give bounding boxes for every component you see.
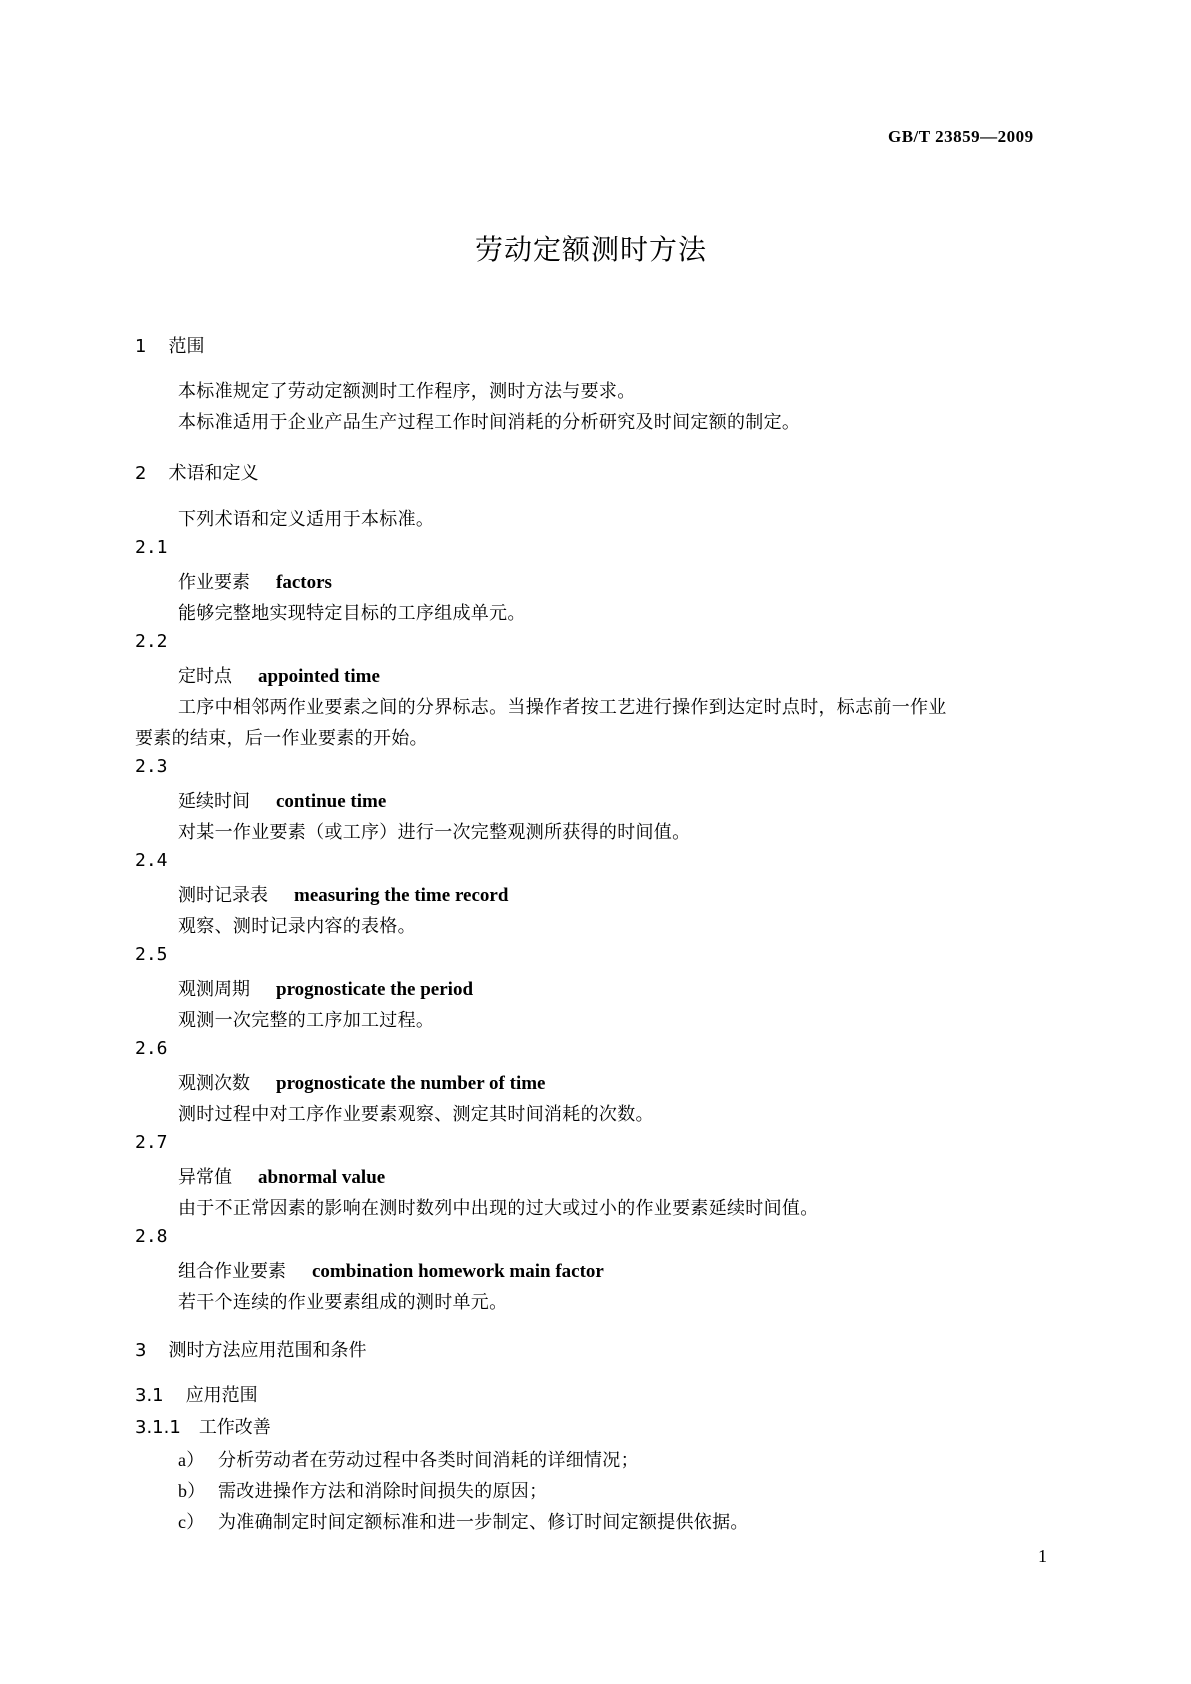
list-item-text: 为准确制定时间定额标准和进一步制定、修订时间定额提供依据。 xyxy=(218,1512,749,1533)
term-zh: 异常值 xyxy=(178,1167,232,1188)
term-en: prognosticate the period xyxy=(276,979,474,1000)
term-zh: 定时点 xyxy=(178,666,232,687)
section-number: 1 xyxy=(135,336,147,357)
list-marker: b） xyxy=(178,1481,206,1501)
section-title: 术语和定义 xyxy=(168,463,259,484)
subsection-3-1-heading xyxy=(135,1381,258,1407)
clause-number: 2.1 xyxy=(135,537,168,558)
section-number: 3 xyxy=(135,1340,147,1361)
paragraph: 本标准适用于企业产品生产过程工作时间消耗的分析研究及时间定额的制定。 xyxy=(178,412,801,433)
list-item xyxy=(178,1508,749,1534)
term-en: prognosticate the number of time xyxy=(276,1073,546,1094)
term-en: appointed time xyxy=(258,666,380,687)
term-entry xyxy=(178,568,332,594)
section-3-heading xyxy=(135,1336,366,1362)
clause-number: 2.7 xyxy=(135,1132,168,1153)
list-item xyxy=(178,1477,547,1503)
clause-number: 2.4 xyxy=(135,850,168,871)
term-definition: 观察、测时记录内容的表格。 xyxy=(178,916,416,937)
subsection-number: 3.1.1 xyxy=(135,1417,181,1438)
page-number: 1 xyxy=(1038,1546,1047,1566)
term-zh: 组合作业要素 xyxy=(178,1261,286,1282)
clause-number: 2.3 xyxy=(135,756,168,777)
section-number: 2 xyxy=(135,463,147,484)
subsection-number: 3.1 xyxy=(135,1385,164,1406)
term-entry xyxy=(178,787,386,813)
term-zh: 作业要素 xyxy=(178,572,250,593)
section-title: 测时方法应用范围和条件 xyxy=(168,1340,367,1361)
term-zh: 测时记录表 xyxy=(178,885,268,906)
section-2-heading xyxy=(135,459,258,485)
term-zh: 观测次数 xyxy=(178,1073,250,1094)
standard-code: GB/T 23859—2009 xyxy=(888,127,1034,146)
section-title: 范围 xyxy=(168,336,205,357)
clause-number: 2.2 xyxy=(135,631,168,652)
term-definition: 工序中相邻两作业要素之间的分界标志。当操作者按工艺进行操作到达定时点时，标志前一作业 xyxy=(178,697,947,718)
term-en: abnormal value xyxy=(258,1167,386,1188)
clause-number: 2.5 xyxy=(135,944,168,965)
clause-number: 2.8 xyxy=(135,1226,168,1247)
term-definition: 对某一作业要素（或工序）进行一次完整观测所获得的时间值。 xyxy=(178,822,691,843)
term-entry xyxy=(178,881,508,907)
subsection-title: 应用范围 xyxy=(185,1385,258,1406)
term-definition: 若干个连续的作业要素组成的测时单元。 xyxy=(178,1292,508,1313)
list-item-text: 需改进操作方法和消除时间损失的原因； xyxy=(218,1481,548,1502)
clause-number: 2.6 xyxy=(135,1038,168,1059)
term-definition: 观测一次完整的工序加工过程。 xyxy=(178,1010,435,1031)
term-en: measuring the time record xyxy=(294,885,509,906)
term-en: continue time xyxy=(276,791,387,812)
term-definition-cont: 要素的结束，后一作业要素的开始。 xyxy=(135,728,428,749)
term-en: combination homework main factor xyxy=(312,1261,604,1282)
term-entry xyxy=(178,1163,385,1189)
term-entry xyxy=(178,1257,604,1283)
term-definition: 能够完整地实现特定目标的工序组成单元。 xyxy=(178,603,526,624)
section-1-heading xyxy=(135,332,204,358)
term-entry xyxy=(178,1069,546,1095)
term-definition: 测时过程中对工序作业要素观察、测定其时间消耗的次数。 xyxy=(178,1104,654,1125)
subsection-3-1-1-heading xyxy=(135,1413,271,1439)
term-entry xyxy=(178,662,380,688)
list-item xyxy=(178,1446,639,1472)
subsection-title: 工作改善 xyxy=(198,1417,271,1438)
paragraph: 下列术语和定义适用于本标准。 xyxy=(178,509,435,530)
term-definition: 由于不正常因素的影响在测时数列中出现的过大或过小的作业要素延续时间值。 xyxy=(178,1198,819,1219)
term-zh: 观测周期 xyxy=(178,979,250,1000)
list-marker: c） xyxy=(178,1512,205,1532)
paragraph: 本标准规定了劳动定额测时工作程序，测时方法与要求。 xyxy=(178,381,636,402)
term-entry xyxy=(178,975,473,1001)
list-item-text: 分析劳动者在劳动过程中各类时间消耗的详细情况； xyxy=(218,1450,639,1471)
term-en: factors xyxy=(276,572,332,593)
term-zh: 延续时间 xyxy=(178,791,250,812)
list-marker: a） xyxy=(178,1450,205,1470)
document-title: 劳动定额测时方法 xyxy=(475,233,708,266)
